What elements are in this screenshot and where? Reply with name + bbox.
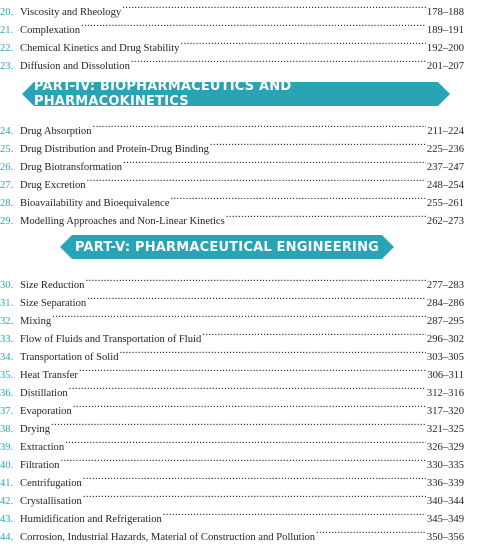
- entry-pages: 189–191: [426, 25, 464, 36]
- entry-number: 40.: [0, 460, 14, 471]
- entry-number: 21.: [0, 25, 14, 36]
- dot-leader: [170, 188, 425, 206]
- dot-leader: [131, 51, 426, 69]
- dot-leader: [85, 270, 425, 288]
- toc-entry[interactable]: [0, 486, 464, 507]
- toc-entry[interactable]: [0, 360, 464, 381]
- dot-leader: [51, 414, 426, 432]
- dot-leader: [83, 468, 426, 486]
- toc-entry[interactable]: [0, 414, 464, 435]
- entry-pages: 178–188: [426, 7, 464, 18]
- entry-title: Corrosion, Industrial Hazards, Material of Construction and Pollution: [20, 532, 316, 543]
- entry-pages: 248–254: [426, 180, 464, 191]
- toc-entry[interactable]: [0, 170, 464, 191]
- dot-leader: [202, 324, 426, 342]
- entry-number: 26.: [0, 162, 14, 173]
- toc-entry[interactable]: [0, 468, 464, 489]
- toc-entry[interactable]: [0, 0, 464, 18]
- entry-pages: 237–247: [426, 162, 464, 173]
- dot-leader: [65, 432, 426, 450]
- entry-number: 41.: [0, 478, 14, 489]
- entry-pages: 306–311: [427, 370, 464, 381]
- entry-title: Complexation: [20, 25, 81, 36]
- toc-entry[interactable]: [0, 270, 464, 291]
- entry-title: Flow of Fluids and Transportation of Fluid: [20, 334, 202, 345]
- entry-number: 43.: [0, 514, 14, 525]
- dot-leader: [316, 522, 426, 540]
- entry-pages: 296–302: [426, 334, 464, 345]
- entry-number: 22.: [0, 43, 14, 54]
- entry-number: 30.: [0, 280, 14, 291]
- toc-entry[interactable]: [0, 432, 464, 453]
- entry-title: Viscosity and Rheology: [20, 7, 122, 18]
- entry-number: 32.: [0, 316, 14, 327]
- part-heading: PART-IV: BIOPHARMACEUTICS AND PHARMACOKINETICS: [34, 79, 292, 109]
- entry-title: Modelling Approaches and Non-Linear Kinetics: [20, 216, 225, 227]
- toc-entry[interactable]: [0, 116, 464, 137]
- entry-pages: 326–329: [426, 442, 464, 453]
- entry-number: 29.: [0, 216, 14, 227]
- toc-entry[interactable]: [0, 450, 464, 471]
- entry-pages: 211–224: [427, 126, 464, 137]
- entry-number: 36.: [0, 388, 14, 399]
- dot-leader: [83, 486, 426, 504]
- entry-number: 37.: [0, 406, 14, 417]
- entry-number: 31.: [0, 298, 14, 309]
- entry-title: Heat Transfer: [20, 370, 78, 381]
- entry-number: 33.: [0, 334, 14, 345]
- toc-entry[interactable]: [0, 504, 464, 525]
- entry-title: Diffusion and Dissolution: [20, 61, 130, 72]
- entry-title: Drug Excretion: [20, 180, 86, 191]
- dot-leader: [69, 378, 426, 396]
- entry-pages: 336–339: [426, 478, 464, 489]
- entry-number: 27.: [0, 180, 14, 191]
- entry-number: 34.: [0, 352, 14, 363]
- dot-leader: [87, 288, 426, 306]
- entry-number: 24.: [0, 126, 14, 137]
- entry-title: Drying: [20, 424, 51, 435]
- toc-entry[interactable]: [0, 396, 464, 417]
- entry-title: Drug Biotransformation: [20, 162, 123, 173]
- entry-pages: 284–286: [426, 298, 464, 309]
- entry-number: 23.: [0, 61, 14, 72]
- entry-number: 38.: [0, 424, 14, 435]
- entry-number: 42.: [0, 496, 14, 507]
- entry-pages: 225–236: [426, 144, 464, 155]
- entry-title: Evaporation: [20, 406, 72, 417]
- entry-pages: 312–316: [426, 388, 464, 399]
- dot-leader: [79, 360, 426, 378]
- toc-entry[interactable]: [0, 342, 464, 363]
- entry-number: 44.: [0, 532, 14, 543]
- entry-pages: 201–207: [426, 61, 464, 72]
- entry-pages: 317–320: [426, 406, 464, 417]
- entry-pages: 303–305: [426, 352, 464, 363]
- dot-leader: [123, 152, 426, 170]
- dot-leader: [87, 170, 426, 188]
- toc-entry[interactable]: [0, 522, 464, 543]
- toc-entry[interactable]: [0, 152, 464, 173]
- entry-pages: 350–356: [426, 532, 464, 543]
- entry-number: 35.: [0, 370, 14, 381]
- dot-leader: [226, 206, 426, 224]
- toc-entry[interactable]: [0, 306, 464, 327]
- part-heading-banner: [34, 79, 438, 109]
- entry-pages: 330–335: [426, 460, 464, 471]
- entry-title: Crystallisation: [20, 496, 82, 507]
- entry-pages: 321–325: [426, 424, 464, 435]
- entry-title: Size Reduction: [20, 280, 85, 291]
- entry-title: Distillation: [20, 388, 68, 399]
- entry-pages: 262–273: [426, 216, 464, 227]
- toc-entry[interactable]: [0, 206, 464, 227]
- entry-title: Humidification and Refrigeration: [20, 514, 162, 525]
- dot-leader: [122, 0, 426, 15]
- part-heading-banner: [72, 235, 382, 259]
- dot-leader: [210, 134, 426, 152]
- entry-title: Drug Absorption: [20, 126, 92, 137]
- entry-title: Filtration: [20, 460, 60, 471]
- entry-title: Mixing: [20, 316, 52, 327]
- dot-leader: [93, 116, 427, 134]
- dot-leader: [120, 342, 426, 360]
- entry-pages: 192–200: [426, 43, 464, 54]
- dot-leader: [52, 306, 426, 324]
- toc-entry[interactable]: [0, 134, 464, 155]
- entry-title: Drug Distribution and Protein-Drug Binding: [20, 144, 209, 155]
- entry-number: 39.: [0, 442, 14, 453]
- entry-number: 20.: [0, 7, 14, 18]
- toc-entry[interactable]: [0, 51, 464, 72]
- toc-entry[interactable]: [0, 378, 464, 399]
- entry-title: Centrifugation: [20, 478, 82, 489]
- dot-leader: [73, 396, 426, 414]
- entry-number: 25.: [0, 144, 14, 155]
- toc-entry[interactable]: [0, 288, 464, 309]
- entry-title: Transportation of Solid: [20, 352, 119, 363]
- dot-leader: [163, 504, 426, 522]
- dot-leader: [81, 15, 426, 33]
- part-heading: PART-V: PHARMACEUTICAL ENGINEERING: [74, 239, 380, 255]
- toc-entry[interactable]: [0, 324, 464, 345]
- entry-title: Size Separation: [20, 298, 87, 309]
- entry-pages: 255–261: [426, 198, 464, 209]
- dot-leader: [180, 33, 425, 51]
- entry-pages: 345–349: [426, 514, 464, 525]
- entry-pages: 287–295: [426, 316, 464, 327]
- toc-entry[interactable]: [0, 15, 464, 36]
- toc-entry[interactable]: [0, 188, 464, 209]
- entry-title: Chemical Kinetics and Drug Stability: [20, 43, 180, 54]
- entry-pages: 277–283: [426, 280, 464, 291]
- entry-title: Bioavailability and Bioequivalence: [20, 198, 170, 209]
- entry-pages: 340–344: [426, 496, 464, 507]
- dot-leader: [60, 450, 425, 468]
- toc-entry[interactable]: [0, 33, 464, 54]
- entry-number: 28.: [0, 198, 14, 209]
- entry-title: Extraction: [20, 442, 65, 453]
